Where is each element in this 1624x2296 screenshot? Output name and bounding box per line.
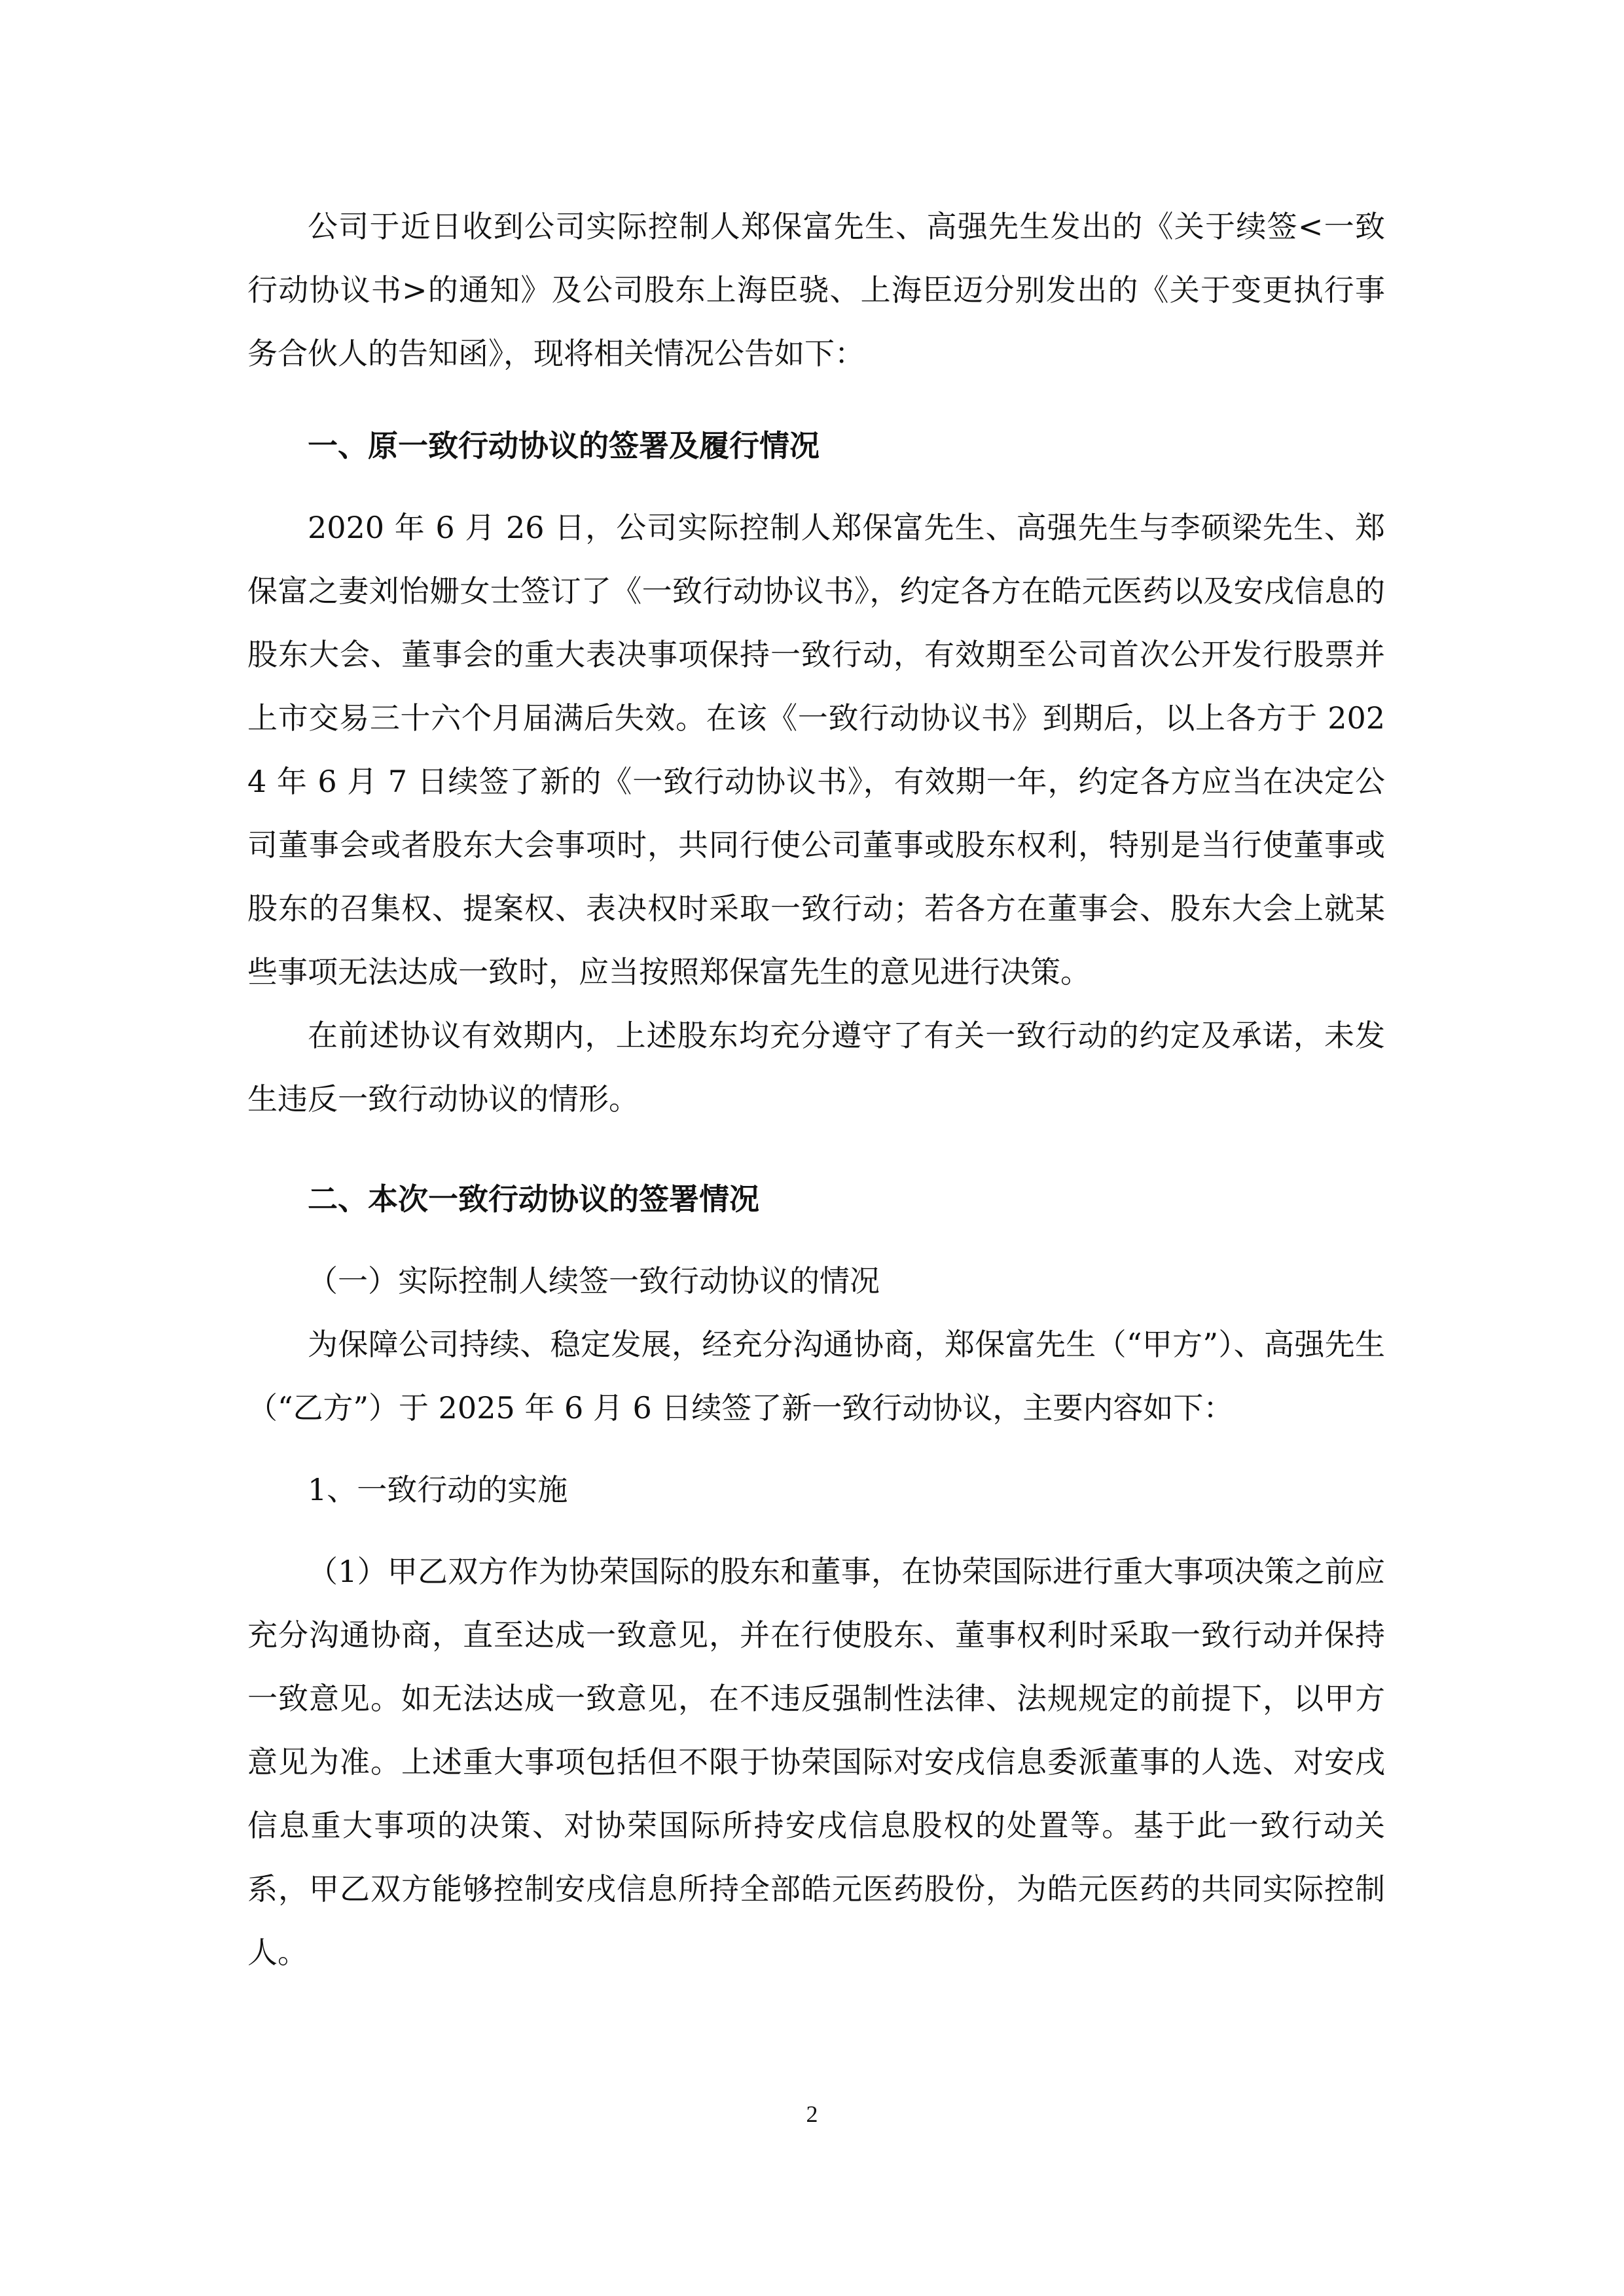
section-1-paragraph-1: 2020 年 6 月 26 日，公司实际控制人郑保富先生、高强先生与李硕梁先生、郑保富之妻刘怡姗女士签订了《一致行动协议书》，约定各方在皓元医药以及安戌信息的股东大会、董事会的重大表决事项保持一致行动，有效期至公司首次公开发行股票并上市交易三十六个月届满后失效。在该《一致行动协议书》到期后，以上各方于 2024 年 6 月 7 日续签了新的《一致行动协议书》，有效期一年，约定各方应当在决定公司董事会或者股东大会事项时，共同行使公司董事或股东权利，特别是当行使董事或股东的召集权、提案权、表决权时采取一致行动；若各方在董事会、股东大会上就某些事项无法达成一致时，应当按照郑保富先生的意见进行决策。	[247, 510, 1385, 990]
section-2-heading: 二、本次一致行动协议的签署情况	[308, 1181, 759, 1217]
section-2-paragraph-2: （1）甲乙双方作为协荣国际的股东和董事，在协荣国际进行重大事项决策之前应充分沟通协商，直至达成一致意见，并在行使股东、董事权利时采取一致行动并保持一致意见。如无法达成一致意见，在不违反强制性法律、法规规定的前提下，以甲方意见为准。上述重大事项包括但不限于协荣国际对安戌信息委派董事的人选、对安戌信息重大事项的决策、对协荣国际所持安戌信息股权的处置等。基于此一致行动关系，甲乙双方能够控制安戌信息所持全部皓元医药股份，为皓元医药的共同实际控制人。	[247, 1554, 1385, 1970]
section-2-paragraph-1: 为保障公司持续、稳定发展，经充分沟通协商，郑保富先生（“甲方”）、高强先生（“乙方”）于 2025 年 6 月 6 日续签了新一致行动协议，主要内容如下：	[247, 1327, 1385, 1426]
section-1-heading: 一、原一致行动协议的签署及履行情况	[308, 428, 820, 463]
document-body	[247, 195, 1385, 1984]
intro-paragraph: 公司于近日收到公司实际控制人郑保富先生、高强先生发出的《关于续签<一致行动协议书>的通知》及公司股东上海臣骁、上海臣迈分别发出的《关于变更执行事务合伙人的告知函》，现将相关情况公告如下：	[247, 209, 1385, 371]
page-number: 2	[806, 2101, 818, 2127]
section-2-subheading-1: （一）实际控制人续签一致行动协议的情况	[308, 1263, 880, 1299]
section-1-paragraph-2: 在前述协议有效期内，上述股东均充分遵守了有关一致行动的约定及承诺，未发生违反一致行动协议的情形。	[247, 1018, 1385, 1117]
section-2-item-1: 1、一致行动的实施	[308, 1472, 568, 1507]
